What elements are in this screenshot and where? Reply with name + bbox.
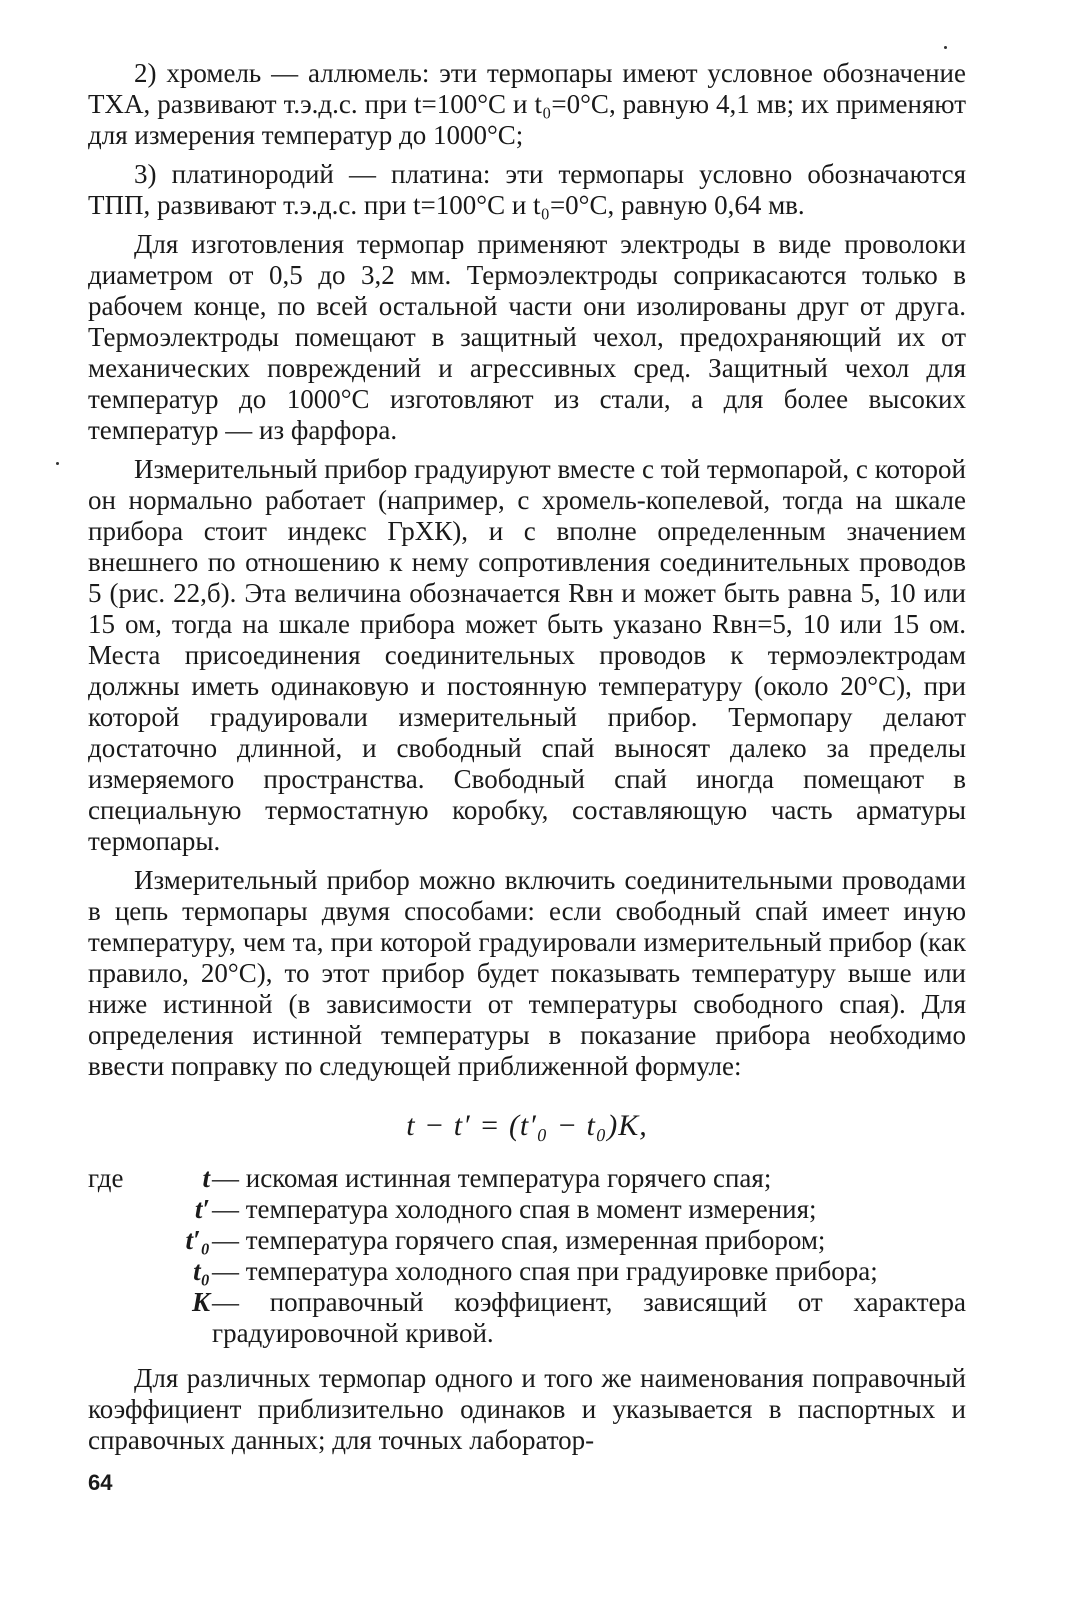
definition-text: — температура холодного спая в момент измерения; bbox=[212, 1194, 817, 1224]
definition-symbol: t₀ bbox=[193, 1256, 210, 1286]
definition-symbol: K bbox=[191, 1287, 210, 1317]
definition-row bbox=[88, 1194, 966, 1225]
definition-text: — температура горячего спая, измеренная прибором; bbox=[212, 1225, 826, 1255]
paragraph-chromel-alumel: 2) хромель — аллюмель: эти термопары имеют условное обозначение ТХА, развивают т.э.д.с. при t=100°С и t₀=0°С, равную 4,1 мв; их применяют для измерения температур до 1000°С; bbox=[88, 58, 966, 150]
page-number: 64 bbox=[88, 1470, 113, 1495]
where-label: где bbox=[88, 1163, 124, 1193]
definition-row bbox=[88, 1256, 966, 1287]
paragraph-platinum-rhodium: 3) платинородий — платина: эти термопары условно обозначаются ТПП, развивают т.э.д.с. при t=100°С и t₀=0°С, равную 0,64 мв. bbox=[88, 159, 966, 220]
paragraph-connection: Измерительный прибор можно включить соединительными проводами в цепь термопары двумя способами: если свободный спай имеет иную температуру, чем та, при которой градуировали измерительный прибор (как правило, 20°С), то этот прибор будет показывать температуру выше или ниже истинной (в зависимости от температуры свободного спая). Для определения истинной температуры в показание прибора необходимо ввести поправку по следующей приближенной формуле: bbox=[88, 865, 966, 1081]
scan-speck bbox=[944, 46, 947, 49]
paragraph-correction-coefficient: Для различных термопар одного и того же наименования поправочный коэффициент приблизительно одинаков и указывается в паспортных и справочных данных; для точных лаборатор- bbox=[88, 1363, 966, 1455]
definition-row bbox=[88, 1225, 966, 1256]
definition-text: — искомая истинная температура горячего спая; bbox=[212, 1163, 772, 1193]
scan-speck bbox=[56, 462, 59, 465]
definition-row bbox=[88, 1287, 966, 1349]
page-body bbox=[88, 58, 966, 1464]
definition-text: — поправочный коэффициент, зависящий от характера градуировочной кривой. bbox=[212, 1287, 966, 1348]
definition-symbol: t′ bbox=[194, 1194, 210, 1224]
formula-definitions bbox=[88, 1163, 966, 1349]
definition-text: — температура холодного спая при градуировке прибора; bbox=[212, 1256, 878, 1286]
definition-symbol: t′₀ bbox=[185, 1225, 210, 1255]
definition-row bbox=[88, 1163, 966, 1194]
paragraph-graduation: Измерительный прибор градуируют вместе с той термопарой, с которой он нормально работает (например, с хромель-копелевой, тогда на шкале прибора стоит индекс ГрХК), и с вполне определенным значением внешнего по отношению к нему сопротивления соединительных проводов 5 (рис. 22,б). Эта величина обозначается Rвн и может быть равна 5, 10 или 15 ом, тогда на шкале прибора может быть указано Rвн=5, 10 или 15 ом. Места присоединения соединительных проводов к термоэлектродам должны иметь одинаковую и постоянную температуру (около 20°С), при которой градуировали измерительный прибор. Термопару делают достаточно длинной, и свободный спай выносят далеко за пределы измеряемого пространства. Свободный спай иногда помещают в специальную термостатную коробку, составляющую часть арматуры термопары. bbox=[88, 454, 966, 856]
correction-formula: t − t′ = (t′₀ − t₀)K, bbox=[406, 1109, 648, 1142]
paragraph-electrodes: Для изготовления термопар применяют электроды в виде проволоки диаметром от 0,5 до 3,2 мм. Термоэлектроды соприкасаются только в рабочем конце, по всей остальной части они изолированы друг от друга. Термоэлектроды помещают в защитный чехол, предохраняющий их от механических повреждений и агрессивных сред. Защитный чехол для температур до 1000°С изготовляют из стали, а для более высоких температур — из фарфора. bbox=[88, 229, 966, 445]
definition-symbol: t bbox=[202, 1163, 210, 1193]
